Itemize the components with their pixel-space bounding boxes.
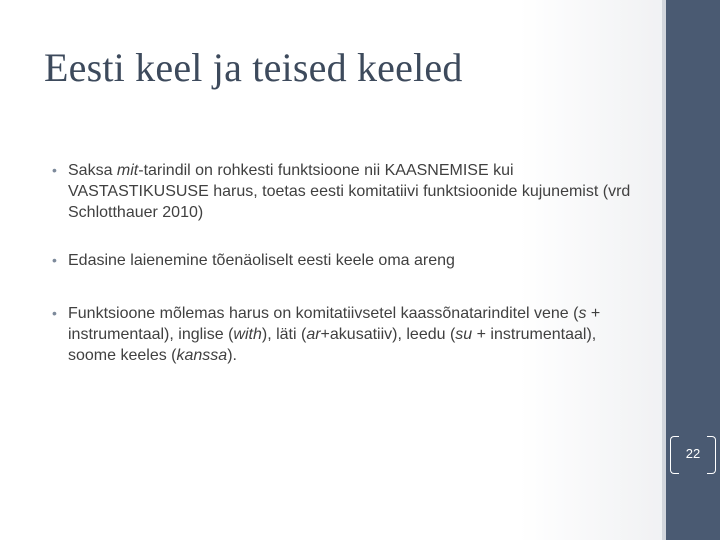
bullet-text: Funktsioone mõlemas harus on komitatiivsetel kaassõnatarinditel vene ( bbox=[68, 305, 579, 322]
bullet-marker: • bbox=[52, 252, 57, 268]
bullet-text: -tarindil on rohkesti funktsioone nii KAASNEMISE kui VASTASTIKUSUSE harus, toetas eesti komitatiivi funktsioonide kujunemist (vrd Schlotthauer 2010) bbox=[68, 162, 631, 221]
italic-term: ar bbox=[306, 326, 321, 343]
bullet-marker: • bbox=[52, 162, 57, 178]
bullet-text: + instrumentaal), inglise ( bbox=[68, 305, 601, 343]
bullet-text: ). bbox=[227, 347, 237, 364]
slide-title: Eesti keel ja teised keeled bbox=[44, 45, 463, 90]
bullet-text: Saksa bbox=[68, 162, 117, 179]
italic-term: kanssa bbox=[176, 347, 228, 364]
italic-term: su bbox=[455, 326, 473, 343]
bullet-text: ), läti ( bbox=[261, 326, 307, 343]
page-number-frame bbox=[670, 436, 716, 480]
bullet-item bbox=[52, 303, 632, 366]
italic-term: with bbox=[233, 326, 262, 343]
italic-term: s bbox=[578, 305, 587, 322]
bullet-item bbox=[52, 160, 632, 223]
italic-term: mit bbox=[116, 162, 139, 179]
bullet-marker: • bbox=[52, 305, 57, 321]
bullet-text: + instrumentaal), soome keeles ( bbox=[68, 326, 597, 364]
bullet-text: Edasine laienemine tõenäoliselt eesti keele oma areng bbox=[68, 252, 455, 269]
bullet-list bbox=[52, 160, 632, 393]
bullet-item bbox=[52, 250, 632, 271]
bullet-text: +akusatiiv), leedu ( bbox=[320, 326, 456, 343]
page-number: 22 bbox=[685, 446, 701, 461]
